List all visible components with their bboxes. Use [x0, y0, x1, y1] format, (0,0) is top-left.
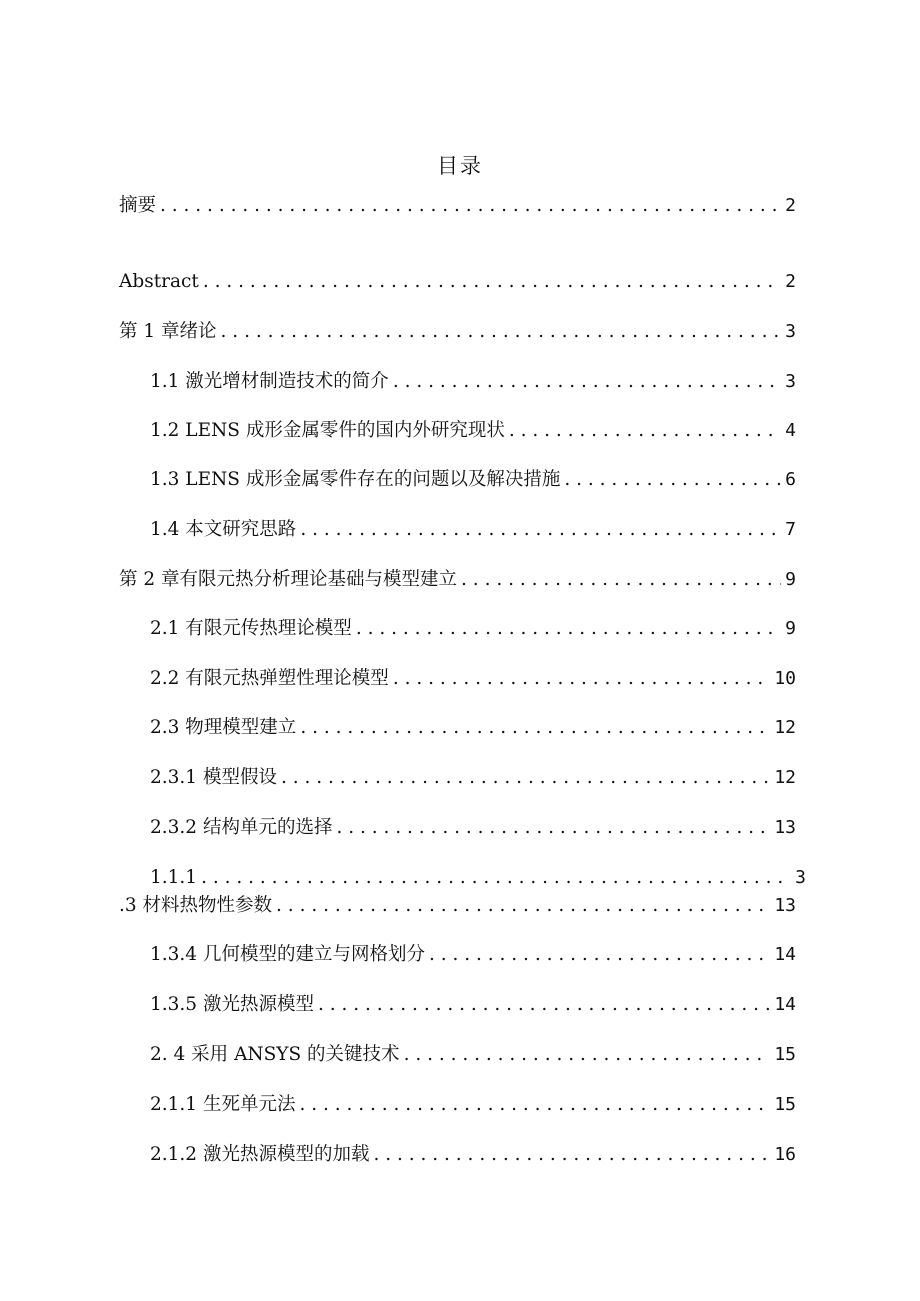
- toc-entry-label: 1.1.1: [150, 867, 198, 888]
- toc-leader-dots: [160, 191, 781, 221]
- toc-entry-label: 1.3 LENS 成形金属零件存在的问题以及解决措施: [150, 469, 561, 490]
- toc-entry[interactable]: [150, 664, 796, 694]
- toc-entry-page: 3: [785, 321, 796, 342]
- toc-leader-dots: [203, 267, 781, 297]
- toc-leader-dots: [461, 565, 781, 595]
- toc-entry-page: 14: [774, 944, 796, 965]
- toc-entry-page: 13: [774, 817, 796, 838]
- toc-entry-page: 16: [774, 1144, 796, 1165]
- toc-entry-label: 2.3.2 结构单元的选择: [150, 817, 333, 838]
- toc-entry-label: 2.3.1 模型假设: [150, 767, 277, 788]
- toc-entry-label: 2.1.2 激光热源模型的加载: [150, 1144, 370, 1165]
- toc-entry-page: 13: [774, 895, 796, 916]
- toc-leader-dots: [299, 1090, 770, 1120]
- toc-entry[interactable]: [150, 940, 796, 970]
- toc-leader-dots: [356, 614, 781, 644]
- toc-entry[interactable]: [150, 416, 796, 446]
- toc-leader-dots: [393, 367, 781, 397]
- toc-entry-label: 2. 4 采用 ANSYS 的关键技术: [150, 1044, 400, 1065]
- toc-entry-page: 12: [774, 767, 796, 788]
- toc-leader-dots: [281, 763, 770, 793]
- toc-entry-page: 12: [774, 717, 796, 738]
- toc-entry[interactable]: [150, 367, 796, 397]
- toc-entry-page: 15: [774, 1044, 796, 1065]
- toc-entry[interactable]: [150, 1090, 796, 1120]
- toc-entry-label: 摘要: [119, 195, 157, 216]
- toc-leader-dots: [300, 515, 781, 545]
- toc-leader-dots: [300, 713, 770, 743]
- toc-entry-page: 4: [785, 420, 796, 441]
- toc-entry[interactable]: [150, 1040, 796, 1070]
- toc-entry[interactable]: [119, 317, 796, 347]
- toc-entry-page: 2: [785, 195, 796, 216]
- toc-entry-page: 9: [785, 618, 796, 639]
- toc-entry[interactable]: [150, 813, 796, 843]
- toc-entry[interactable]: [150, 713, 796, 743]
- toc-entry-page: 6: [785, 469, 796, 490]
- toc-entry[interactable]: [150, 1140, 796, 1170]
- toc-entry-label: 2.2 有限元热弹塑性理论模型: [150, 668, 389, 689]
- toc-leader-dots: [373, 1140, 770, 1170]
- toc-entry-page: 9: [785, 569, 796, 590]
- toc-entry-label: 2.3 物理模型建立: [150, 717, 297, 738]
- toc-entry[interactable]: [119, 891, 796, 921]
- toc-entry-page: 10: [774, 668, 796, 689]
- toc-entry-label: 1.4 本文研究思路: [150, 519, 297, 540]
- toc-leader-dots: [564, 465, 781, 495]
- toc-entry-label: 第 1 章绪论: [119, 321, 217, 342]
- toc-entry[interactable]: [150, 515, 796, 545]
- toc-entry-page: 3: [795, 867, 806, 888]
- toc-entry-page: 7: [785, 519, 796, 540]
- toc-entry[interactable]: [150, 990, 796, 1020]
- toc-entry[interactable]: [119, 565, 796, 595]
- toc-leader-dots: [201, 863, 791, 893]
- toc-entry-page: 3: [785, 371, 796, 392]
- toc-leader-dots: [221, 317, 782, 347]
- toc-entry-label: 1.2 LENS 成形金属零件的国内外研究现状: [150, 420, 505, 441]
- toc-leader-dots: [336, 813, 770, 843]
- toc-title: 目录: [437, 154, 483, 178]
- toc-entry[interactable]: [150, 614, 796, 644]
- toc-entry-label: .3 材料热物性参数: [119, 895, 273, 916]
- toc-entry-label: 1.3.4 几何模型的建立与网格划分: [150, 944, 425, 965]
- toc-entry[interactable]: [150, 763, 796, 793]
- toc-entry-label: 2.1.1 生死单元法: [150, 1094, 296, 1115]
- toc-entry-page: 2: [785, 271, 796, 292]
- toc-entry[interactable]: [150, 465, 796, 495]
- toc-entry-page: 15: [774, 1094, 796, 1115]
- toc-leader-dots: [509, 416, 781, 446]
- toc-entry[interactable]: [150, 863, 806, 893]
- toc-leader-dots: [404, 1040, 771, 1070]
- toc-leader-dots: [393, 664, 771, 694]
- toc-entry-label: Abstract: [119, 271, 199, 292]
- toc-entry-label: 1.3.5 激光热源模型: [150, 994, 314, 1015]
- toc-leader-dots: [429, 940, 770, 970]
- toc-entry[interactable]: [119, 267, 796, 297]
- toc-entry-label: 2.1 有限元传热理论模型: [150, 618, 352, 639]
- toc-entry[interactable]: [119, 191, 796, 221]
- toc-entry-label: 第 2 章有限元热分析理论基础与模型建立: [119, 569, 458, 590]
- toc-leader-dots: [318, 990, 770, 1020]
- toc-entry-page: 14: [774, 994, 796, 1015]
- toc-leader-dots: [276, 891, 770, 921]
- toc-entry-label: 1.1 激光增材制造技术的简介: [150, 371, 389, 392]
